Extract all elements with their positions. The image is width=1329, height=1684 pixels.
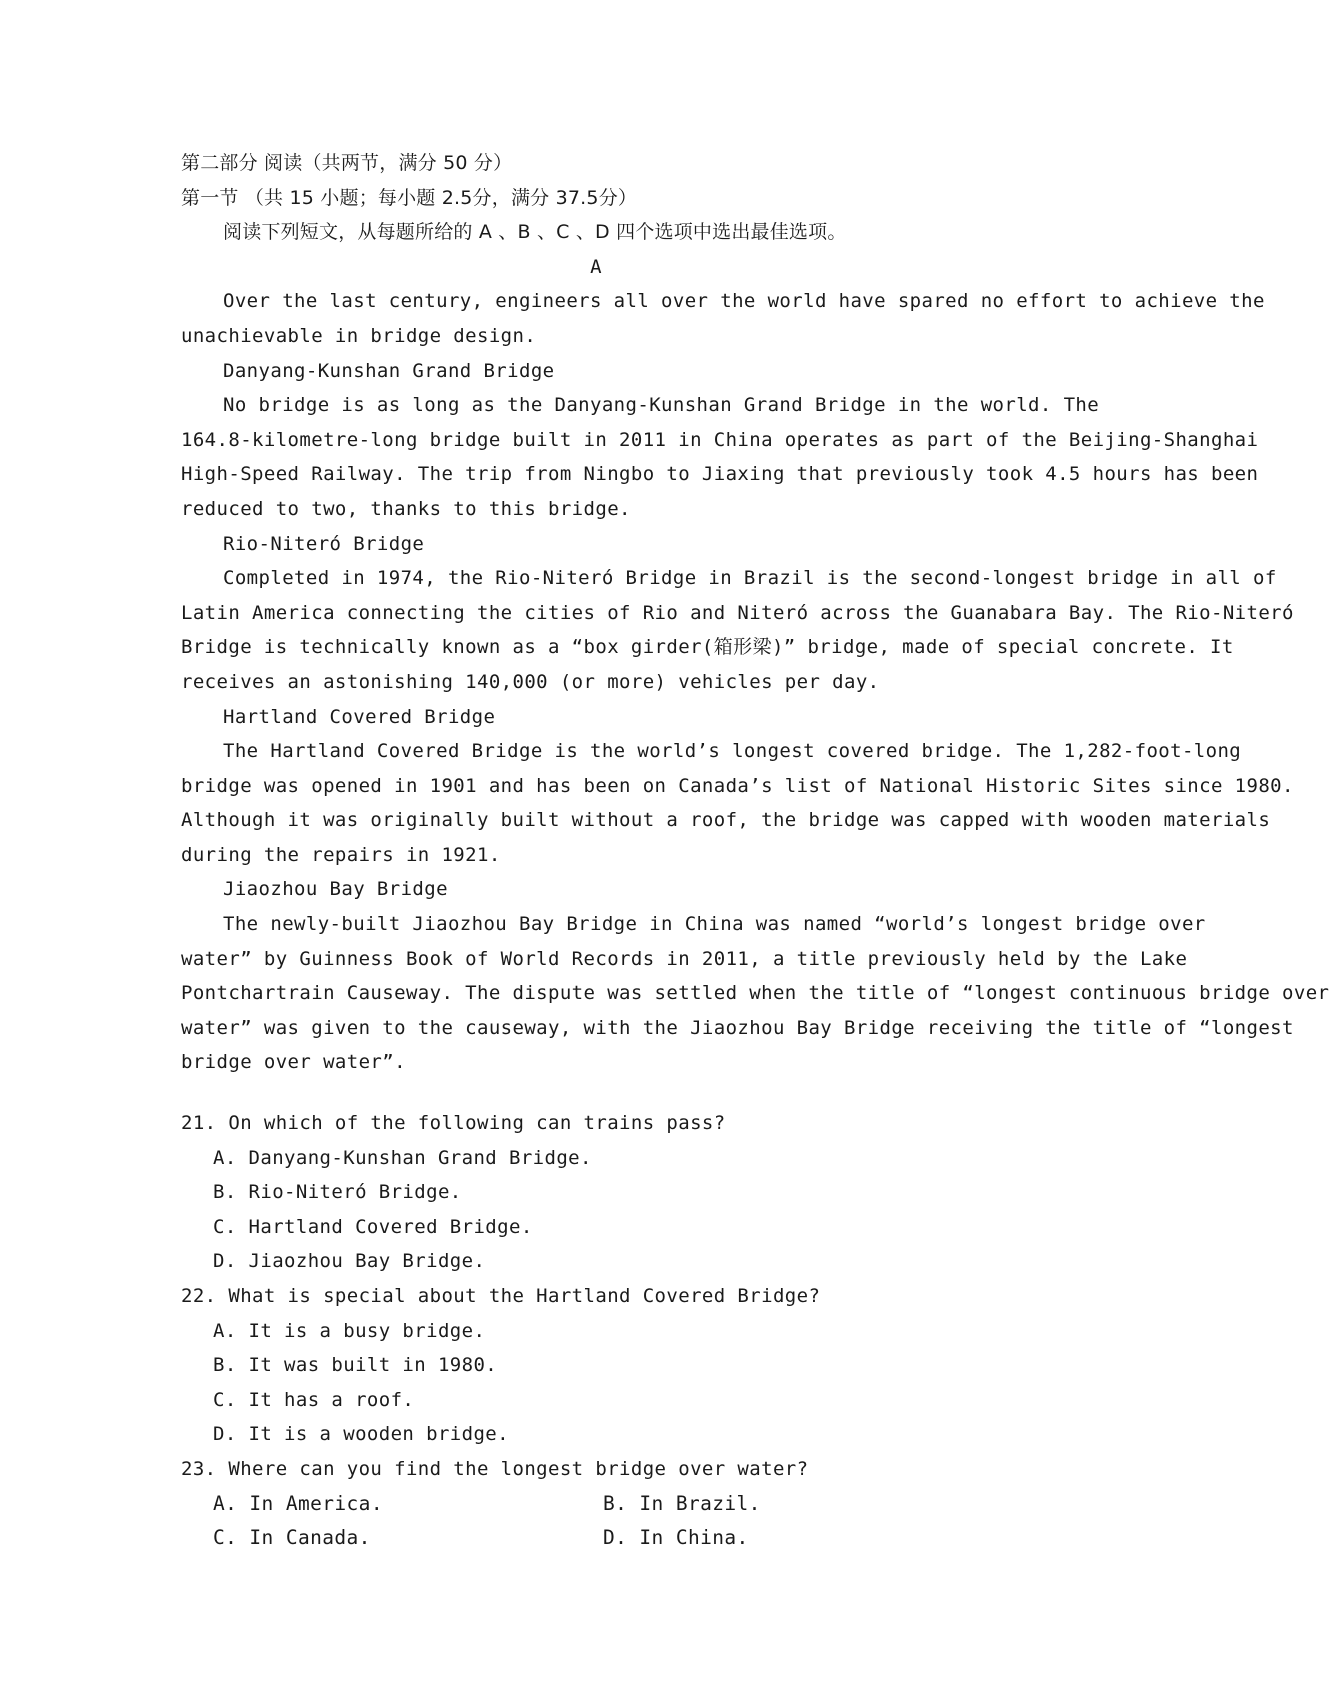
passage-intro-line: Over the last century, engineers all over the world have spared no effort to achieve the — [223, 290, 1265, 313]
passage-line: bridge over water”. — [181, 1051, 406, 1074]
passage-line: Although it was originally built without a roof, the bridge was capped with wooden materials — [181, 809, 1271, 832]
option-a: A. It is a busy bridge. — [213, 1319, 486, 1342]
question-22 — [181, 1279, 1131, 1452]
passage-label: A — [590, 255, 602, 278]
part-title: 第二部分 阅读（共两节，满分 50 分） — [181, 152, 513, 174]
passage-line: High-Speed Railway. The trip from Ningbo to Jiaxing that previously took 4.5 hours has been — [181, 463, 1259, 486]
passage-line: Bridge is technically known as a “box girder(箱形梁)” bridge, made of special concrete. It — [181, 636, 1234, 659]
option-b: B. It was built in 1980. — [213, 1354, 498, 1377]
bridge-heading: Hartland Covered Bridge — [223, 705, 496, 728]
passage-line: The Hartland Covered Bridge is the world’s longest covered bridge. The 1,282-foot-long — [223, 740, 1242, 763]
passage-line: water” by Guinness Book of World Records in 2011, a title previously held by the Lake — [181, 947, 1188, 970]
passage-line: Latin America connecting the cities of Rio and Niteró across the Guanabara Bay. The Rio-Niteró — [181, 601, 1294, 624]
question-21 — [181, 1106, 1131, 1279]
question-stem: 23. Where can you find the longest bridge over water? — [181, 1457, 809, 1480]
passage-line: receives an astonishing 140,000 (or more) vehicles per day. — [181, 670, 880, 693]
option-d: D. Jiaozhou Bay Bridge. — [213, 1250, 486, 1273]
passage-line: Pontchartrain Causeway. The dispute was settled when the title of “longest continuous bridge over — [181, 982, 1329, 1005]
option-c: C. In Canada. — [213, 1526, 371, 1550]
question-stem: 21. On which of the following can trains pass? — [181, 1112, 726, 1135]
option-d: D. In China. — [603, 1526, 749, 1550]
bridge-heading: Rio-Niteró Bridge — [223, 532, 425, 555]
passage-intro-line: unachievable in bridge design. — [181, 324, 537, 347]
bridge-heading: Jiaozhou Bay Bridge — [223, 878, 448, 901]
spacer — [181, 1080, 1131, 1106]
passage — [181, 284, 1329, 1080]
section-title: 第一节 （共 15 小题；每小题 2.5分，满分 37.5分） — [181, 186, 638, 209]
option-b: B. Rio-Niteró Bridge. — [213, 1181, 462, 1204]
bridge-heading: Danyang-Kunshan Grand Bridge — [223, 359, 555, 382]
passage-line: reduced to two, thanks to this bridge. — [181, 497, 631, 520]
option-c: C. Hartland Covered Bridge. — [213, 1215, 533, 1238]
passage-line: during the repairs in 1921. — [181, 843, 501, 866]
option-row — [181, 1521, 1131, 1556]
option-a: A. Danyang-Kunshan Grand Bridge. — [213, 1146, 592, 1169]
option-d: D. It is a wooden bridge. — [213, 1423, 509, 1446]
question-stem: 22. What is special about the Hartland Covered Bridge? — [181, 1285, 821, 1307]
passage-line: No bridge is as long as the Danyang-Kunshan Grand Bridge in the world. The — [223, 394, 1100, 417]
exam-page — [181, 146, 1329, 1556]
option-a: A. In America. — [213, 1491, 383, 1515]
option-row — [181, 1487, 1131, 1522]
option-b: B. In Brazil. — [603, 1491, 761, 1515]
passage-line: bridge was opened in 1901 and has been on Canada’s list of National Historic Sites since 1980. — [181, 774, 1294, 797]
option-c: C. It has a roof. — [213, 1388, 415, 1411]
passage-line: water” was given to the causeway, with the Jiaozhou Bay Bridge receiving the title of “longest — [181, 1016, 1294, 1039]
question-23 — [181, 1452, 1131, 1556]
instructions: 阅读下列短文，从每题所给的 A 、B 、C 、D 四个选项中选出最佳选项。 — [223, 221, 847, 244]
passage-line: The newly-built Jiaozhou Bay Bridge in China was named “world’s longest bridge over — [223, 913, 1206, 936]
passage-line: 164.8-kilometre-long bridge built in 2011 in China operates as part of the Beijing-Shanghai — [181, 428, 1259, 451]
passage-line: Completed in 1974, the Rio-Niteró Bridge in Brazil is the second-longest bridge in all of — [223, 567, 1277, 590]
